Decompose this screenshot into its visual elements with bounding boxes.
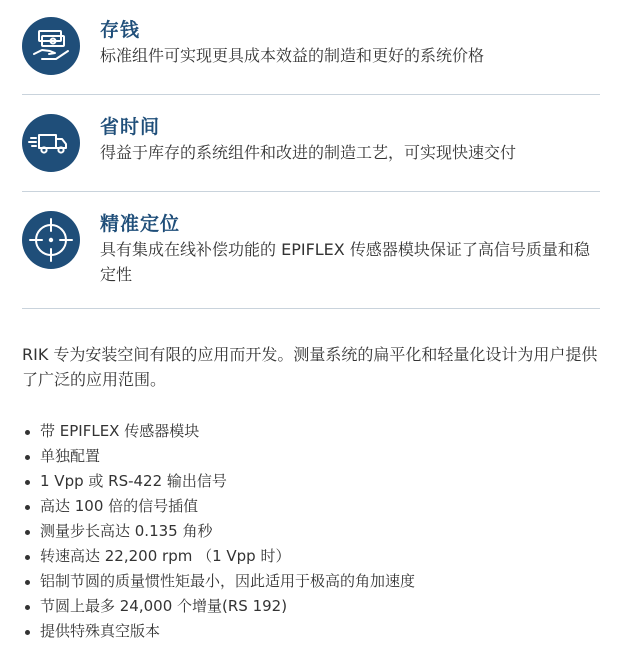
list-item: 测量步长高达 0.135 角秒 [22, 519, 602, 544]
list-item: 提供特殊真空版本 [22, 619, 602, 644]
money-hand-icon [22, 17, 80, 75]
divider [22, 308, 600, 309]
crosshair-target-icon [22, 211, 80, 269]
feature-description: 具有集成在线补偿功能的 EPIFLEX 传感器模块保证了高信号质量和稳定性 [100, 240, 590, 284]
list-item: 1 Vpp 或 RS-422 输出信号 [22, 469, 602, 494]
feature-description: 得益于库存的系统组件和改进的制造工艺，可实现快速交付 [100, 143, 517, 162]
divider [22, 191, 600, 192]
list-item: 节圆上最多 24,000 个增量(RS 192) [22, 594, 602, 619]
divider [22, 94, 600, 95]
feature-bullet-list [22, 419, 602, 644]
feature-title: 精准定位 [100, 213, 181, 235]
intro-paragraph: RIK 专为安装空间有限的应用而开发。测量系统的扁平化和轻量化设计为用户提供了广泛的应用范围。 [22, 345, 598, 389]
list-item: 转速高达 22,200 rpm （1 Vpp 时） [22, 544, 602, 569]
feature-description: 标准组件可实现更具成本效益的制造和更好的系统价格 [100, 46, 485, 65]
list-item: 高达 100 倍的信号插值 [22, 494, 602, 519]
list-item: 带 EPIFLEX 传感器模块 [22, 419, 602, 444]
delivery-truck-icon [22, 114, 80, 172]
list-item: 铝制节圆的质量惯性矩最小，因此适用于极高的角加速度 [22, 569, 602, 594]
list-item: 单独配置 [22, 444, 602, 469]
feature-title: 存钱 [100, 19, 141, 41]
feature-title: 省时间 [100, 116, 161, 138]
